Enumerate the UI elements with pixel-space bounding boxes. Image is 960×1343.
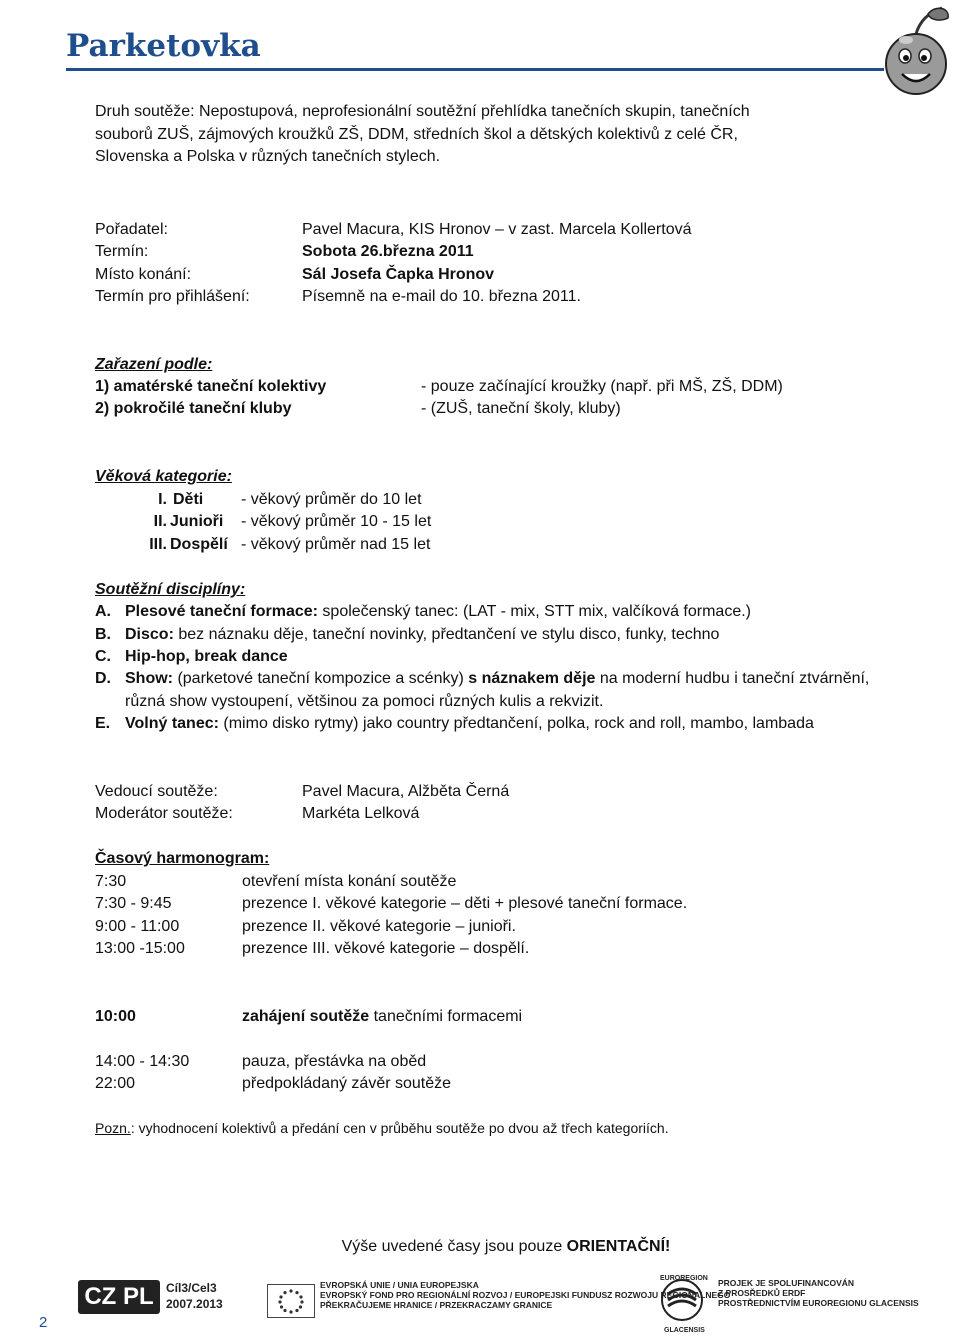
info-value: Pavel Macura, KIS Hronov – v zast. Marcela Kollertová [302, 221, 692, 238]
project-line: Z PROSŘEDKŮ ERDF [718, 1288, 806, 1298]
discipline-name: Show: [125, 670, 173, 687]
orientation-text: Výše uvedené časy jsou pouze [341, 1238, 567, 1255]
schedule-row [95, 1073, 452, 1096]
category-name: 2) pokročilé taneční kluby [95, 400, 292, 417]
staff-row-moderator [95, 803, 420, 826]
schedule-row [95, 1051, 427, 1074]
discipline-letter: E. [95, 715, 111, 732]
info-value: Sál Josefa Čapka Hronov [302, 266, 495, 283]
schedule-time: 7:30 [95, 873, 127, 890]
page-title: Parketovka [66, 28, 261, 64]
age-name: Dospělí [170, 536, 228, 553]
info-label: Termín: [95, 243, 149, 260]
age-name: Děti [173, 491, 204, 508]
section-heading-schedule: Časový harmonogram: [95, 850, 270, 867]
discipline-desc: (parketové taneční kompozice a scénky) [173, 670, 469, 687]
schedule-text: předpokládaný závěr soutěže [242, 1075, 452, 1092]
discipline-name: Hip-hop, break dance [125, 648, 288, 665]
discipline-letter: A. [95, 603, 111, 620]
eu-line: EVROPSKÝ FOND PRO REGIONÁLNÍ ROZVOJ / EUROPEJSKI FUNDUSZ ROZWOJU REGIONALNEGO [320, 1290, 731, 1300]
info-row-venue [95, 264, 495, 287]
schedule-text: prezence III. věkové kategorie – dospělí. [242, 940, 530, 957]
discipline-b [95, 624, 720, 647]
project-text-block [718, 1278, 919, 1308]
orientation-notice [0, 1236, 960, 1259]
discipline-emphasis: s náznakem děje [468, 670, 596, 687]
category-desc: - pouze začínající kroužky (např. při MŠ, ZŠ, DDM) [421, 378, 783, 395]
discipline-d-line2: různá show vystoupení, většinou za pomoci různých kulis a rekvizit. [125, 693, 604, 710]
cherry-mascot-icon [880, 4, 952, 102]
info-value: Sobota 26.března 2011 [302, 243, 474, 260]
list-item [95, 376, 783, 399]
schedule-row [95, 916, 516, 939]
category-desc: - (ZUŠ, taneční školy, kluby) [421, 400, 621, 417]
info-row-deadline [95, 286, 581, 309]
discipline-name: Volný tanec: [125, 715, 219, 732]
cil-label: Cíl3/Cel3 [166, 1281, 217, 1295]
schedule-time: 13:00 -15:00 [95, 940, 185, 957]
eu-line: PŘEKRAČUJEME HRANICE / PRZEKRACZAMY GRANICE [320, 1300, 553, 1310]
intro-paragraph: Druh soutěže: Nepostupová, neprofesionální soutěžní přehlídka tanečních skupin, tanečních souborů ZUŠ, zájmových kroužků ZŠ, DDM, středních škol a dětských kolektivů z celé ČR, Slovenska a Polska v různých tanečních stylech. [95, 103, 750, 165]
discipline-d [95, 668, 870, 691]
staff-label: Vedoucí soutěže: [95, 783, 218, 800]
schedule-time: 9:00 - 11:00 [95, 918, 180, 935]
schedule-text: otevření místa konání soutěže [242, 873, 457, 890]
discipline-c [95, 646, 288, 669]
age-desc: - věkový průměr 10 - 15 let [241, 513, 432, 530]
age-name: Junioři [170, 513, 224, 530]
orientation-emphasis: ORIENTAČNÍ! [566, 1238, 671, 1255]
schedule-time: 7:30 - 9:45 [95, 895, 172, 912]
schedule-text: tanečními formacemi [369, 1008, 523, 1025]
discipline-a [95, 601, 751, 624]
discipline-desc: bez náznaku děje, taneční novinky, předtančení ve stylu disco, funky, techno [173, 626, 720, 643]
schedule-row-start [95, 1006, 523, 1029]
age-num: I. [158, 491, 167, 508]
note-text: : vyhodnocení kolektivů a předání cen v průběhu soutěže po dvou až třech kategoriích. [130, 1120, 669, 1136]
category-name: 1) amatérské taneční kolektivy [95, 378, 327, 395]
czpl-logo: CZ PL [78, 1280, 160, 1314]
discipline-letter: C. [95, 648, 111, 665]
info-row-date [95, 241, 474, 264]
info-row-organizer [95, 219, 692, 242]
list-item [95, 398, 621, 421]
cil-logo-text [166, 1280, 223, 1312]
section-heading-zarazeni: Zařazení podle: [95, 356, 213, 373]
footer-logos [0, 1266, 960, 1333]
age-desc: - věkový průměr nad 15 let [241, 536, 431, 553]
schedule-row [95, 871, 457, 894]
discipline-desc: (mimo disko rytmy) jako country předtančení, polka, rock and roll, mambo, lambada [218, 715, 814, 732]
discipline-name: Plesové taneční formace: [125, 603, 318, 620]
discipline-e [95, 713, 814, 736]
schedule-time: 14:00 - 14:30 [95, 1053, 190, 1070]
age-num: III. [149, 536, 167, 553]
eu-flag-icon [267, 1284, 315, 1318]
staff-row-lead [95, 781, 510, 804]
info-value: Písemně na e-mail do 10. března 2011. [302, 288, 581, 305]
euroregion-top-label: EUROREGION [660, 1275, 708, 1282]
schedule-text: pauza, přestávka na oběd [242, 1053, 427, 1070]
euroregion-bottom-label: GLACENSIS [664, 1327, 705, 1334]
schedule-time: 22:00 [95, 1075, 136, 1092]
schedule-row [95, 893, 688, 916]
discipline-letter: D. [95, 670, 111, 687]
title-divider [66, 68, 884, 71]
info-label: Pořadatel: [95, 221, 168, 238]
schedule-row [95, 938, 530, 961]
section-heading-disciplines: Soutěžní disciplíny: [95, 581, 246, 598]
years-label: 2007.2013 [166, 1297, 223, 1311]
schedule-time: 10:00 [95, 1008, 136, 1025]
schedule-text: prezence I. věkové kategorie – děti + plesové taneční formace. [242, 895, 688, 912]
info-label: Termín pro přihlášení: [95, 288, 250, 305]
age-num: II. [153, 513, 167, 530]
discipline-desc: na moderní hudbu i taneční ztvárnění, [595, 670, 870, 687]
discipline-desc: společenský tanec: (LAT - mix, STT mix, valčíková formace.) [317, 603, 751, 620]
project-line: PROSTŘEDNICTVÍM EUROREGIONU GLACENSIS [718, 1298, 919, 1308]
note [95, 1117, 669, 1140]
staff-label: Moderátor soutěže: [95, 805, 233, 822]
staff-value: Markéta Lelková [302, 805, 420, 822]
info-label: Místo konání: [95, 266, 192, 283]
note-label: Pozn. [95, 1120, 131, 1136]
discipline-name: Disco: [125, 626, 174, 643]
discipline-letter: B. [95, 626, 111, 643]
age-desc: - věkový průměr do 10 let [241, 491, 422, 508]
schedule-emphasis: zahájení soutěže [242, 1008, 370, 1025]
section-heading-age: Věková kategorie: [95, 468, 232, 485]
staff-value: Pavel Macura, Alžběta Černá [302, 783, 510, 800]
schedule-text: prezence II. věkové kategorie – junioři. [242, 918, 516, 935]
page-number: 2 [39, 1314, 48, 1331]
eu-line: EVROPSKÁ UNIE / UNIA EUROPEJSKA [320, 1280, 479, 1290]
project-line: PROJEK JE SPOLUFINANCOVÁN [718, 1278, 855, 1288]
